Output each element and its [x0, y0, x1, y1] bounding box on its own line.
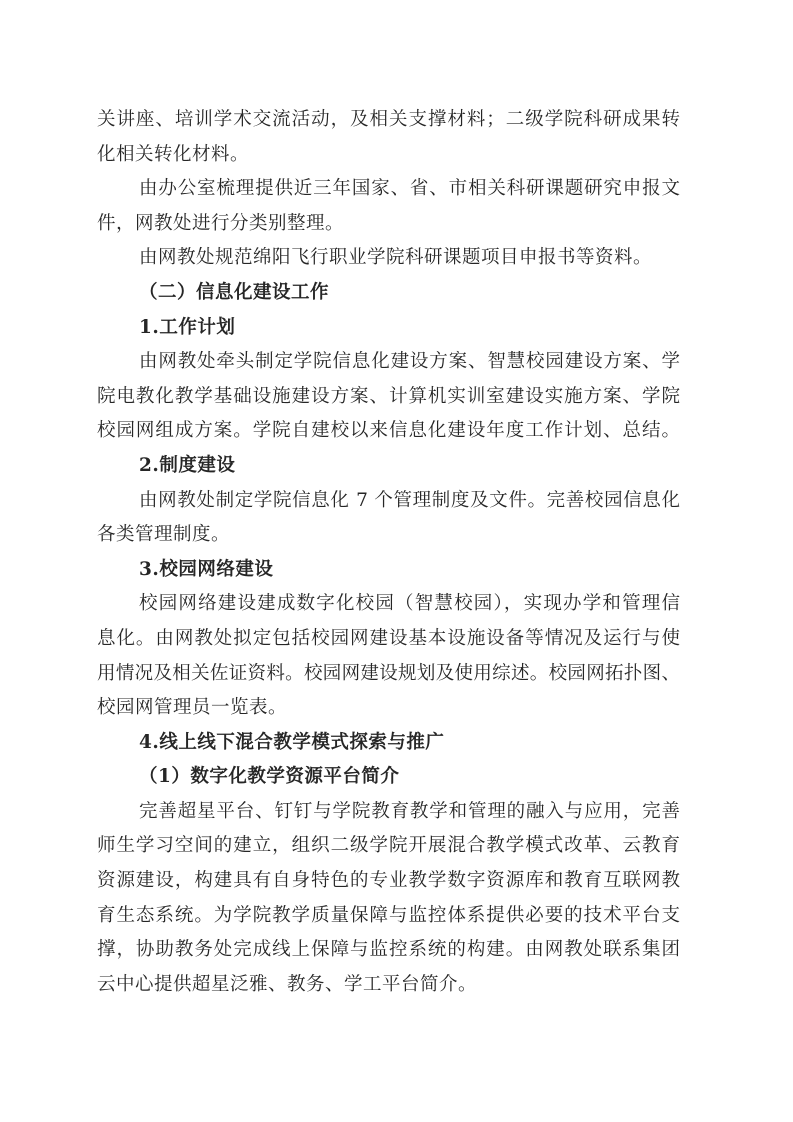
text-line: 校园网管理员一览表。: [97, 697, 288, 719]
document-text-block: [97, 103, 680, 1002]
text-line: 关讲座、培训学术交流活动，及相关支撑材料；二级学院科研成果转: [97, 109, 680, 130]
text-line: 息化。由网教处拟定包括校园网建设基本设施设备等情况及运行与使: [97, 627, 680, 649]
text-line: 撑，协助教务处完成线上保障与监控系统的构建。由网教处联系集团: [97, 939, 680, 961]
text-line: 由网教处制定学院信息化 7 个管理制度及文件。完善校园信息化: [139, 489, 680, 511]
text-line: 由网教处牵头制定学院信息化建设方案、智慧校园建设方案、学: [139, 351, 680, 373]
section-heading: （1）数字化教学资源平台简介: [139, 766, 400, 788]
text-line: 件，网教处进行分类别整理。: [97, 212, 345, 234]
text-line: 育生态系统。为学院教学质量保障与监控体系提供必要的技术平台支: [97, 904, 680, 926]
section-heading: 4.线上线下混合教学模式探索与推广: [139, 731, 445, 753]
text-line: 化相关转化材料。: [97, 143, 250, 165]
text-line: 用情况及相关佐证资料。校园网建设规划及使用综述。校园网拓扑图、: [97, 662, 680, 684]
text-line: 校园网组成方案。学院自建校以来信息化建设年度工作计划、总结。: [97, 420, 680, 442]
text-line: 完善超星平台、钉钉与学院教育教学和管理的融入与应用，完善: [139, 800, 680, 822]
text-line: 师生学习空间的建立，组织二级学院开展混合教学模式改革、云教育: [97, 835, 680, 857]
text-line: 由办公室梳理提供近三年国家、省、市相关科研课题研究申报文: [139, 178, 680, 200]
section-heading: 2.制度建设: [139, 454, 236, 476]
text-line: 由网教处规范绵阳飞行职业学院科研课题项目申报书等资料。: [139, 247, 653, 269]
section-heading: （二）信息化建设工作: [139, 281, 330, 303]
text-line: 校园网络建设建成数字化校园（智慧校园），实现办学和管理信: [139, 593, 680, 615]
text-line: 院电教化教学基础设施建设方案、计算机实训室建设实施方案、学院: [97, 385, 680, 407]
section-heading: 1.工作计划: [139, 316, 236, 338]
text-line: 资源建设，构建具有自身特色的专业教学数字资源库和教育互联网教: [97, 870, 680, 892]
text-line: 云中心提供超星泛雅、教务、学工平台简介。: [97, 973, 478, 995]
section-heading: 3.校园网络建设: [139, 558, 274, 580]
text-line: 各类管理制度。: [97, 524, 231, 546]
